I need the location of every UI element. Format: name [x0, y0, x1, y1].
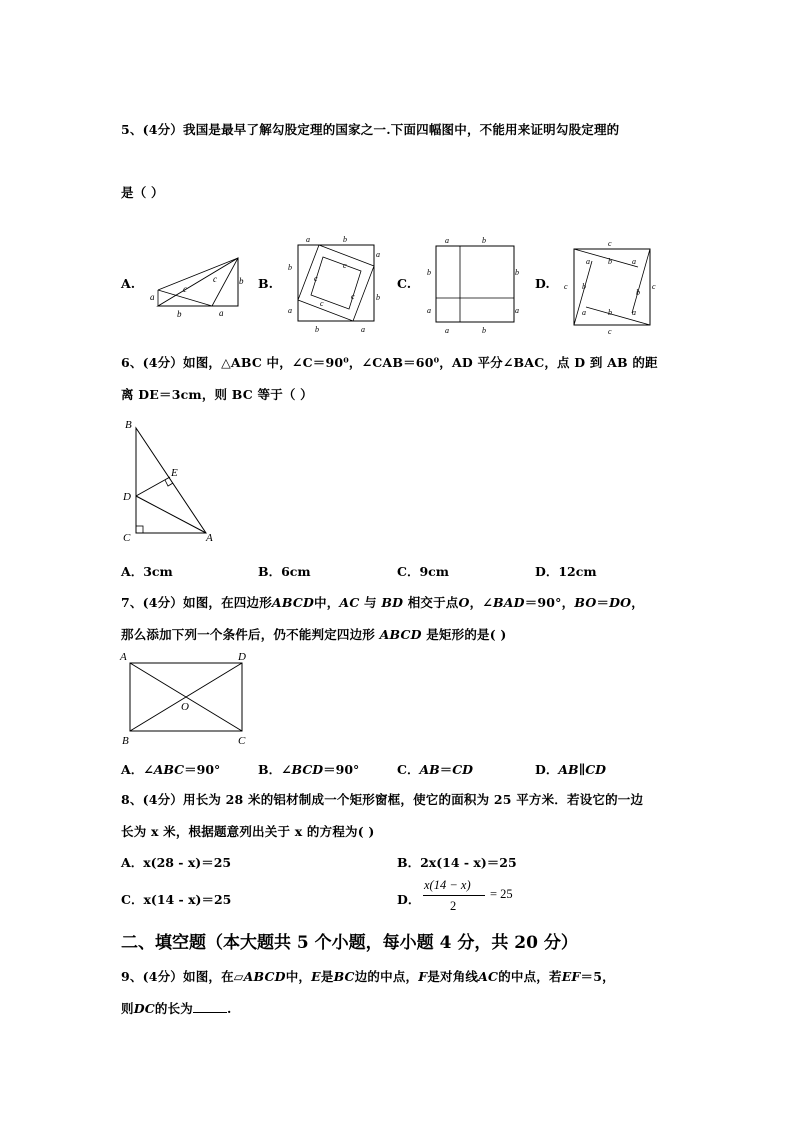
q8-d-fraction-bar [423, 895, 485, 896]
q8-d-rhs: = 25 [490, 887, 513, 901]
q5a-label-c2: c [213, 274, 217, 284]
q7-label-a: A [120, 651, 127, 663]
svg-text:b: b [608, 308, 612, 317]
q8-d-denominator: 2 [450, 899, 457, 913]
q7-option-d: D．AB∥CD [535, 762, 607, 777]
q6-line1: 6、(4分）如图，△ABC 中，∠C＝90⁰，∠CAB＝60⁰，AD 平分∠BAC，点 D 到 AB 的距 [121, 355, 658, 370]
q5-option-b: B. [258, 276, 273, 291]
svg-text:a: a [445, 236, 449, 245]
q8-d-numerator: x(14 − x) [424, 878, 471, 892]
svg-text:a: a [632, 257, 636, 266]
q7-line2: 那么添加下列一个条件后，仍不能判定四边形 ABCD 是矩形的是( ) [121, 627, 507, 642]
q5a-label-b2: b [177, 309, 182, 319]
q7-label-o: O [181, 701, 189, 713]
svg-text:b: b [288, 263, 292, 272]
q7-option-a: A．∠ABC＝90° [121, 762, 221, 777]
q7-option-b: B．∠BCD＝90° [258, 762, 360, 777]
svg-text:a: a [288, 306, 292, 315]
q5a-label-c1: c [183, 284, 187, 294]
q8-option-d: D． [397, 892, 421, 907]
q6-label-e: E [171, 467, 178, 479]
answer-blank[interactable] [193, 1000, 227, 1013]
q8-option-c: C．x(14 - x)＝25 [121, 892, 232, 907]
svg-text:c: c [608, 239, 612, 248]
q6-label-c: C [123, 532, 131, 544]
svg-text:b: b [636, 288, 640, 297]
q6-label-d: D [123, 491, 131, 503]
q6-label-a: A [206, 532, 213, 544]
q8-option-b: B．2x(14 - x)＝25 [397, 855, 517, 870]
q9-line1: 9、(4分）如图，在▱ABCD中，E是BC边的中点，F是对角线AC的中点，若EF＝5， [121, 969, 615, 984]
q6-option-b: B．6cm [258, 564, 311, 579]
svg-text:c: c [314, 274, 318, 283]
svg-text:a: a [306, 235, 310, 244]
q7-figure [118, 648, 258, 748]
q7-option-c: C．AB＝CD [397, 762, 474, 777]
q5a-label-a: a [150, 292, 155, 302]
q6-option-a: A．3cm [121, 564, 173, 579]
svg-text:b: b [582, 282, 586, 291]
svg-text:c: c [608, 327, 612, 336]
q7-label-b: B [122, 735, 129, 747]
svg-text:c: c [351, 292, 355, 301]
q6-figure [118, 414, 228, 544]
q8-option-a: A．x(28 - x)＝25 [121, 855, 232, 870]
q6-option-d: D．12cm [535, 564, 597, 579]
svg-text:b: b [515, 268, 519, 277]
svg-text:b: b [482, 326, 486, 335]
svg-text:c: c [652, 282, 656, 291]
q5-figure-b [288, 233, 388, 338]
q5a-label-b1: b [239, 276, 244, 286]
svg-text:a: a [427, 306, 431, 315]
q5-option-d: D. [535, 276, 550, 291]
svg-text:b: b [608, 257, 612, 266]
svg-text:b: b [427, 268, 431, 277]
svg-text:b: b [482, 236, 486, 245]
svg-text:c: c [564, 282, 568, 291]
svg-text:a: a [445, 326, 449, 335]
svg-text:c: c [343, 261, 347, 270]
q7-line1: 7、(4分）如图，在四边形ABCD中，AC 与 BD 相交于点O，∠BAD＝90°，BO＝DO， [121, 595, 644, 610]
q5a-label-a2: a [219, 308, 224, 318]
q7-label-c: C [238, 735, 246, 747]
q5-figure-d [562, 237, 662, 337]
q6-line2: 离 DE＝3cm，则 BC 等于（ ） [121, 387, 313, 402]
svg-text:a: a [586, 257, 590, 266]
q6-option-c: C．9cm [397, 564, 449, 579]
q6-label-b: B [125, 419, 132, 431]
q5-option-a: A. [121, 276, 136, 291]
section-title: 二、填空题（本大题共 5 个小题，每小题 4 分，共 20 分） [121, 933, 578, 953]
q8-line1: 8、(4分）用长为 28 米的铝材制成一个矩形窗框，使它的面积为 25 平方米．若设它的一边 [121, 792, 644, 807]
svg-text:a: a [361, 325, 365, 334]
svg-text:c: c [320, 299, 324, 308]
svg-text:a: a [515, 306, 519, 315]
svg-text:b: b [376, 293, 380, 302]
q5-line1: 5、(4分）我国是最早了解勾股定理的国家之一.下面四幅图中，不能用来证明勾股定理的 [121, 122, 620, 137]
svg-text:a: a [582, 308, 586, 317]
svg-text:a: a [376, 250, 380, 259]
q5-figure-c [425, 233, 525, 338]
svg-text:b: b [315, 325, 319, 334]
q5-option-c: C. [397, 276, 412, 291]
q5-line2: 是（ ） [121, 185, 164, 200]
q8-line2: 长为 x 米，根据题意列出关于 x 的方程为( ) [121, 824, 375, 839]
q9-line2: 则DC的长为 . [121, 1001, 232, 1016]
svg-text:b: b [343, 235, 347, 244]
q5-figure-a [150, 250, 250, 325]
svg-text:a: a [632, 308, 636, 317]
q7-label-d: D [238, 651, 246, 663]
